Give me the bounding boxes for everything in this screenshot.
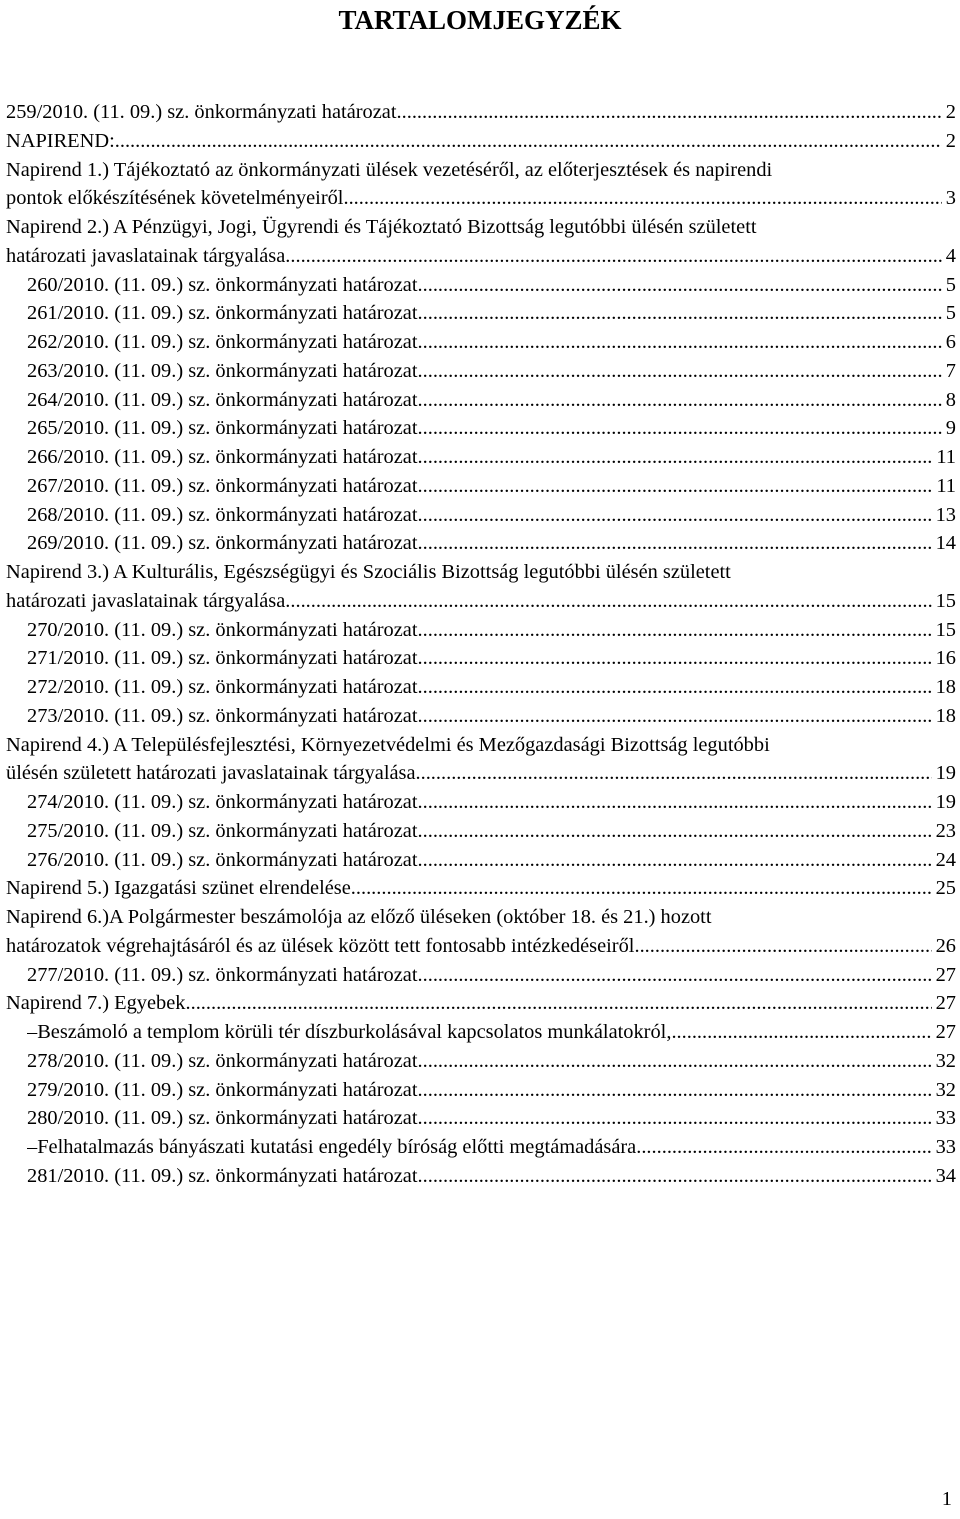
toc-entry-text: 260/2010. (11. 09.) sz. önkormányzati határozat <box>27 273 418 296</box>
toc-entry-text: határozati javaslatainak tárgyalása. <box>6 244 291 267</box>
toc-leader-dots <box>418 328 942 357</box>
toc-entry-text: NAPIREND: <box>6 129 115 152</box>
toc-leader-dots <box>356 874 932 903</box>
page-title: TARTALOMJEGYZÉK <box>338 5 622 35</box>
toc-leader-dots <box>671 1018 931 1047</box>
toc-entry-text: 273/2010. (11. 09.) sz. önkormányzati határozat <box>27 704 418 727</box>
toc-entry-text: Napirend 3.) A Kulturális, Egészségügyi és Szociális Bizottság legutóbbi ülésén született <box>6 561 731 583</box>
toc-entry-text: 267/2010. (11. 09.) sz. önkormányzati határozat <box>27 474 418 497</box>
toc-leader-dots <box>418 644 932 673</box>
toc-entry-text: 266/2010. (11. 09.) sz. önkormányzati határozat <box>27 446 418 468</box>
toc-entry[interactable] <box>6 127 956 156</box>
toc-leader-dots <box>290 587 931 616</box>
toc-entry-text: Beszámoló a templom körüli tér díszburkolásával kapcsolatos munkálatokról, <box>37 1021 672 1043</box>
toc-leader-dots <box>418 788 932 817</box>
toc-entry-page: 9 <box>945 417 956 440</box>
toc-entry-text: 262/2010. (11. 09.) sz. önkormányzati határozat <box>27 331 418 353</box>
toc-entry-text: 280/2010. (11. 09.) sz. önkormányzati határozat <box>27 1107 418 1130</box>
toc-leader-dots <box>418 414 942 443</box>
toc-entry[interactable] <box>6 501 956 530</box>
toc-leader-dots <box>418 817 932 846</box>
toc-entry[interactable] <box>6 299 956 328</box>
toc-entry-page: 26 <box>935 934 956 957</box>
toc-entry-page: 15 <box>935 589 956 612</box>
toc-entry[interactable] <box>6 702 956 731</box>
toc-leader-dots <box>641 1133 931 1162</box>
toc-entry-page: 14 <box>935 532 956 555</box>
toc-entry-text: 274/2010. (11. 09.) sz. önkormányzati határozat <box>27 791 418 813</box>
toc-entry-page: 33 <box>935 1107 956 1130</box>
toc-leader-dots <box>418 271 942 300</box>
toc-entry-page: 4 <box>945 244 956 267</box>
toc-leader-dots <box>418 472 933 501</box>
toc-leader-dots <box>191 989 932 1018</box>
toc-entry-page: 15 <box>935 618 956 641</box>
toc-entry-text: 261/2010. (11. 09.) sz. önkormányzati határozat <box>27 302 418 325</box>
toc-entry[interactable] <box>6 616 956 645</box>
toc-leader-dots <box>418 501 932 530</box>
toc-entry-page: 32 <box>935 1049 956 1072</box>
toc-entry-page: 19 <box>935 762 956 785</box>
toc-entry-text: Napirend 6.)A Polgármester beszámolója az előző üléseken (október 18. és 21.) hozott <box>6 906 712 928</box>
toc-entry[interactable] <box>6 98 956 127</box>
toc-leader-dots <box>418 616 932 645</box>
toc-entry-text: Napirend 5.) Igazgatási szünet elrendelése. <box>6 877 356 900</box>
toc-entry-text: határozatok végrehajtásáról és az ülések között tett fontosabb intézkedéseiről. <box>6 934 640 957</box>
toc-entry[interactable] <box>6 1018 956 1047</box>
table-of-contents <box>6 98 956 1191</box>
toc-leader-dots <box>418 357 942 386</box>
toc-entry[interactable] <box>6 989 956 1018</box>
toc-entry-page: 2 <box>945 101 956 123</box>
toc-leader-dots <box>397 98 942 127</box>
toc-entry-text: 271/2010. (11. 09.) sz. önkormányzati határozat <box>27 647 418 670</box>
toc-entry-text: Napirend 1.) Tájékoztató az önkormányzati ülések vezetéséről, az előterjesztések és napirendi <box>6 158 773 181</box>
toc-entry-page: 5 <box>945 302 956 325</box>
toc-entry[interactable] <box>6 1047 956 1076</box>
toc-entry-page: 16 <box>935 647 956 670</box>
toc-entry-page: 11 <box>936 474 956 497</box>
toc-entry-text: 276/2010. (11. 09.) sz. önkormányzati határozat <box>27 848 418 871</box>
toc-entry-page: 2 <box>945 129 956 152</box>
toc-entry-text: határozati javaslatainak tárgyalása. <box>6 589 291 612</box>
toc-leader-dots <box>418 846 932 875</box>
toc-entry-text: 259/2010. (11. 09.) sz. önkormányzati határozat <box>6 101 397 123</box>
toc-entry-text: pontok előkészítésének követelményeiről. <box>6 187 349 210</box>
toc-entry[interactable] <box>6 529 956 558</box>
toc-entry[interactable] <box>6 817 956 846</box>
toc-entry-page: 25 <box>935 877 956 900</box>
toc-leader-dots <box>640 932 932 961</box>
toc-entry-page: 24 <box>935 848 956 871</box>
toc-leader-dots <box>418 702 932 731</box>
toc-entry[interactable] <box>6 386 956 415</box>
toc-entry-page: 3 <box>945 187 956 210</box>
toc-entry[interactable] <box>6 874 956 903</box>
toc-entry-page: 33 <box>935 1136 956 1158</box>
toc-entry-text: ülésén született határozati javaslatainak tárgyalása <box>6 762 416 785</box>
toc-leader-dots <box>418 1047 932 1076</box>
toc-entry[interactable] <box>6 644 956 673</box>
toc-entry-page: 27 <box>935 992 956 1015</box>
toc-entry[interactable] <box>6 472 956 501</box>
toc-entry-text: 275/2010. (11. 09.) sz. önkormányzati határozat <box>27 819 418 842</box>
toc-entry-text: 265/2010. (11. 09.) sz. önkormányzati határozat <box>27 417 418 440</box>
toc-entry[interactable] <box>6 1162 956 1191</box>
toc-entry[interactable] <box>6 558 956 616</box>
toc-entry-text: 269/2010. (11. 09.) sz. önkormányzati határozat <box>27 532 418 555</box>
toc-leader-dots <box>418 673 932 702</box>
toc-entry-page: 18 <box>935 676 956 698</box>
toc-entry[interactable] <box>6 1104 956 1133</box>
page-number: 1 <box>941 1488 952 1510</box>
toc-entry-text: 277/2010. (11. 09.) sz. önkormányzati határozat <box>27 963 418 986</box>
toc-leader-dots <box>290 242 941 271</box>
toc-entry[interactable] <box>6 443 956 472</box>
toc-entry-page: 18 <box>935 704 956 727</box>
toc-entry-text: 264/2010. (11. 09.) sz. önkormányzati határozat <box>27 388 418 411</box>
toc-entry[interactable] <box>6 961 956 990</box>
toc-entry-page: 32 <box>935 1078 956 1101</box>
toc-leader-dots <box>418 299 942 328</box>
toc-entry-text: 272/2010. (11. 09.) sz. önkormányzati határozat <box>27 676 418 698</box>
toc-entry-text: 279/2010. (11. 09.) sz. önkormányzati határozat <box>27 1078 418 1101</box>
toc-entry-page: 13 <box>935 503 956 526</box>
toc-entry-page: 7 <box>945 359 956 382</box>
toc-entry-page: 23 <box>935 819 956 842</box>
toc-entry-page: 6 <box>945 331 956 353</box>
toc-entry-text: 270/2010. (11. 09.) sz. önkormányzati határozat <box>27 618 418 641</box>
toc-entry-page: 5 <box>945 273 956 296</box>
toc-leader-dots <box>418 961 932 990</box>
toc-entry[interactable] <box>6 213 956 271</box>
toc-leader-dots <box>418 386 942 415</box>
toc-entry-page: 27 <box>935 1021 956 1043</box>
toc-leader-dots <box>418 529 932 558</box>
toc-entry[interactable] <box>6 846 956 875</box>
toc-entry-page: 27 <box>935 963 956 986</box>
toc-leader-dots <box>418 1076 932 1105</box>
toc-entry[interactable] <box>6 731 956 789</box>
toc-entry-dash: – <box>27 1136 38 1158</box>
toc-leader-dots <box>416 759 932 788</box>
toc-entry-page: 19 <box>935 791 956 813</box>
toc-entry-text: 281/2010. (11. 09.) sz. önkormányzati határozat <box>27 1164 418 1187</box>
toc-entry[interactable] <box>6 1076 956 1105</box>
toc-entry-text: Napirend 4.) A Településfejlesztési, Környezetvédelmi és Mezőgazdasági Bizottság legutóbbi <box>6 733 770 756</box>
toc-leader-dots <box>418 1162 932 1191</box>
toc-entry-page: 11 <box>936 446 956 468</box>
toc-entry-text: Felhatalmazás bányászati kutatási engedély bíróság előtti megtámadására. <box>37 1136 642 1158</box>
toc-entry-text: 263/2010. (11. 09.) sz. önkormányzati határozat <box>27 359 418 382</box>
toc-entry[interactable] <box>6 788 956 817</box>
toc-entry[interactable] <box>6 357 956 386</box>
toc-entry[interactable] <box>6 328 956 357</box>
toc-entry-text: 268/2010. (11. 09.) sz. önkormányzati határozat <box>27 503 418 526</box>
toc-leader-dots <box>349 184 942 213</box>
toc-entry[interactable] <box>6 1133 956 1162</box>
toc-entry-dash: – <box>27 1021 38 1043</box>
toc-entry[interactable] <box>6 271 956 300</box>
toc-leader-dots <box>418 443 933 472</box>
toc-entry[interactable] <box>6 414 956 443</box>
toc-entry-page: 8 <box>945 388 956 411</box>
toc-entry-text: Napirend 2.) A Pénzügyi, Jogi, Ügyrendi és Tájékoztató Bizottság legutóbbi ülésén született <box>6 216 757 238</box>
toc-entry[interactable] <box>6 673 956 702</box>
toc-entry-text: 278/2010. (11. 09.) sz. önkormányzati határozat <box>27 1049 418 1072</box>
toc-entry[interactable] <box>6 903 956 961</box>
toc-leader-dots <box>418 1104 932 1133</box>
toc-leader-dots <box>115 127 942 156</box>
toc-entry-page: 34 <box>935 1164 956 1187</box>
toc-entry[interactable] <box>6 156 956 214</box>
toc-entry-text: Napirend 7.) Egyebek. <box>6 992 191 1015</box>
